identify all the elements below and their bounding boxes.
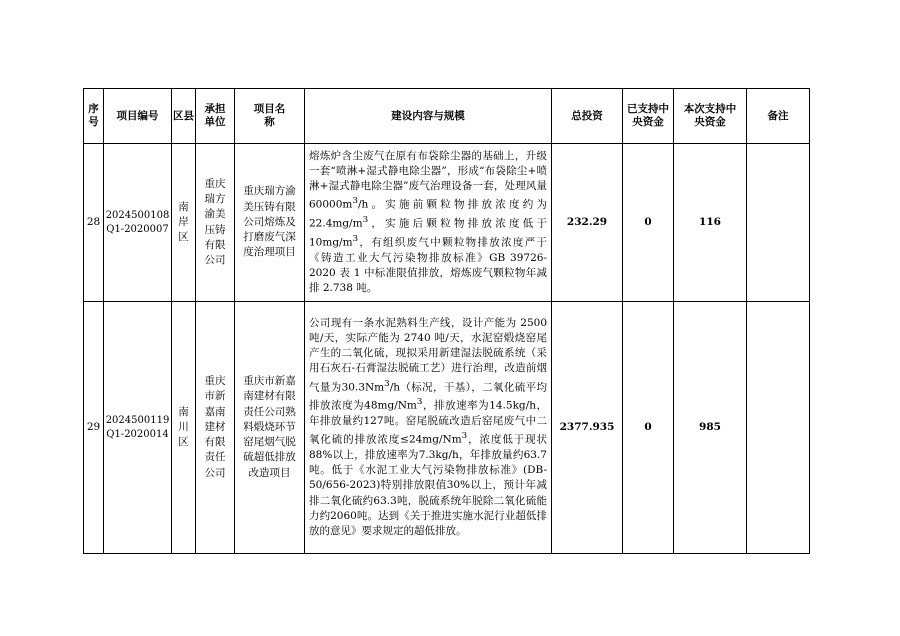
row-supported: 0 [623, 302, 674, 554]
row-total: 2377.935 [552, 302, 623, 554]
header-row [84, 89, 810, 144]
row-district: 南岸区 [172, 144, 196, 302]
row-unit: 重庆瑞方渝美压铸有限公司 [196, 144, 235, 302]
row-current: 116 [674, 144, 747, 302]
row-content-part-4: ，浓度低于现状88%以上，排放速率为7.3kg/h，年排放量约63.7吨。低于《水泥工业大气污染物排放标准》(DB-50/656-2023)特别排放限值30%以上，预计年减排二氧化硫约63.3吨，脱硫系统年脱除二氧化硫能力约2060吨。达到《关于推进实施水泥行业超低排放的意见》要求规定的超低排放。 [309, 433, 547, 537]
row-seq: 28 [84, 144, 104, 302]
table-row [84, 302, 810, 554]
row-content-part-1: 熔炼炉含尘废气在原有布袋除尘器的基础上，升级一套“喷淋+湿式静电除尘器”，形成“布袋除尘+喷淋+湿式静电除尘器”废气治理设备一套，处理风量60000m [309, 149, 547, 211]
row-content [305, 302, 552, 554]
row-content-part-2: /h（标况，干基），二氧化硫平均排放浓度为48mg/Nm [309, 381, 547, 412]
header-seq: 序号 [84, 89, 104, 144]
row-project-name: 重庆市新嘉南建材有限责任公司熟料煅烧环节窑尾烟气脱硫超低排放改造项目 [235, 302, 305, 554]
row-total: 232.29 [552, 144, 623, 302]
header-remark: 备注 [747, 89, 810, 144]
row-content-part-4: ，有组织废气中颗粒物排放浓度严于《铸造工业大气污染物排放标准》GB 39726-2020 表 1 中标准限值排放，熔炼废气颗粒物年减排 2.738 吨。 [309, 236, 547, 294]
header-name: 项目名称 [235, 89, 305, 144]
row-content-part-2: /h。实施前颗粒物排放浓度约为22.4mg/m [309, 198, 547, 230]
header-supported: 已支持中央资金 [623, 89, 674, 144]
header-current: 本次支持中央资金 [674, 89, 747, 144]
row-content-part-3: ，实施后颗粒物排放浓度低于10mg/m [309, 217, 547, 249]
header-content: 建设内容与规模 [305, 89, 552, 144]
row-code-part-a: 2024500108 [105, 209, 170, 221]
row-code-part-b: Q1-2020007 [106, 223, 169, 235]
row-project-name: 重庆瑞方渝美压铸有限公司熔炼及打磨废气深度治理项目 [235, 144, 305, 302]
table-row [84, 144, 810, 302]
header-unit: 承担单位 [196, 89, 235, 144]
header-code: 项目编号 [104, 89, 172, 144]
header-district: 区县 [172, 89, 196, 144]
row-content-part-3: ，排放速率为14.5kg/h，年排放量约127吨。窑尾脱硫改造后窑尾废气中二氧化硫的排放浓度≤24mg/Nm [309, 399, 547, 446]
row-code-part-b: Q1-2020014 [106, 428, 169, 440]
row-code [104, 302, 172, 554]
superscript: 3 [352, 196, 358, 207]
row-code-part-a: 2024500119 [105, 414, 170, 426]
superscript: 3 [352, 233, 359, 244]
row-unit: 重庆市新嘉南建材有限责任公司 [196, 302, 235, 554]
superscript: 3 [416, 397, 423, 408]
row-remark [747, 144, 810, 302]
header-total: 总投资 [552, 89, 623, 144]
row-supported: 0 [623, 144, 674, 302]
row-district: 南川区 [172, 302, 196, 554]
row-seq: 29 [84, 302, 104, 554]
row-remark [747, 302, 810, 554]
row-content-part-1: 公司现有一条水泥熟料生产线，设计产能为 2500 吨/天，实际产能为 2740 吨/天，水泥窑煅烧窑尾产生的二氧化硫，现拟采用新建湿法脱硫系统（采用石灰石-石膏湿法脱硫工艺）进行治理，改造前烟气量为30.3Nm [309, 316, 547, 394]
superscript: 3 [461, 431, 468, 442]
project-table [83, 88, 810, 554]
row-content [305, 144, 552, 302]
row-code [104, 144, 172, 302]
superscript: 3 [362, 215, 369, 226]
superscript: 3 [384, 378, 390, 389]
row-current: 985 [674, 302, 747, 554]
